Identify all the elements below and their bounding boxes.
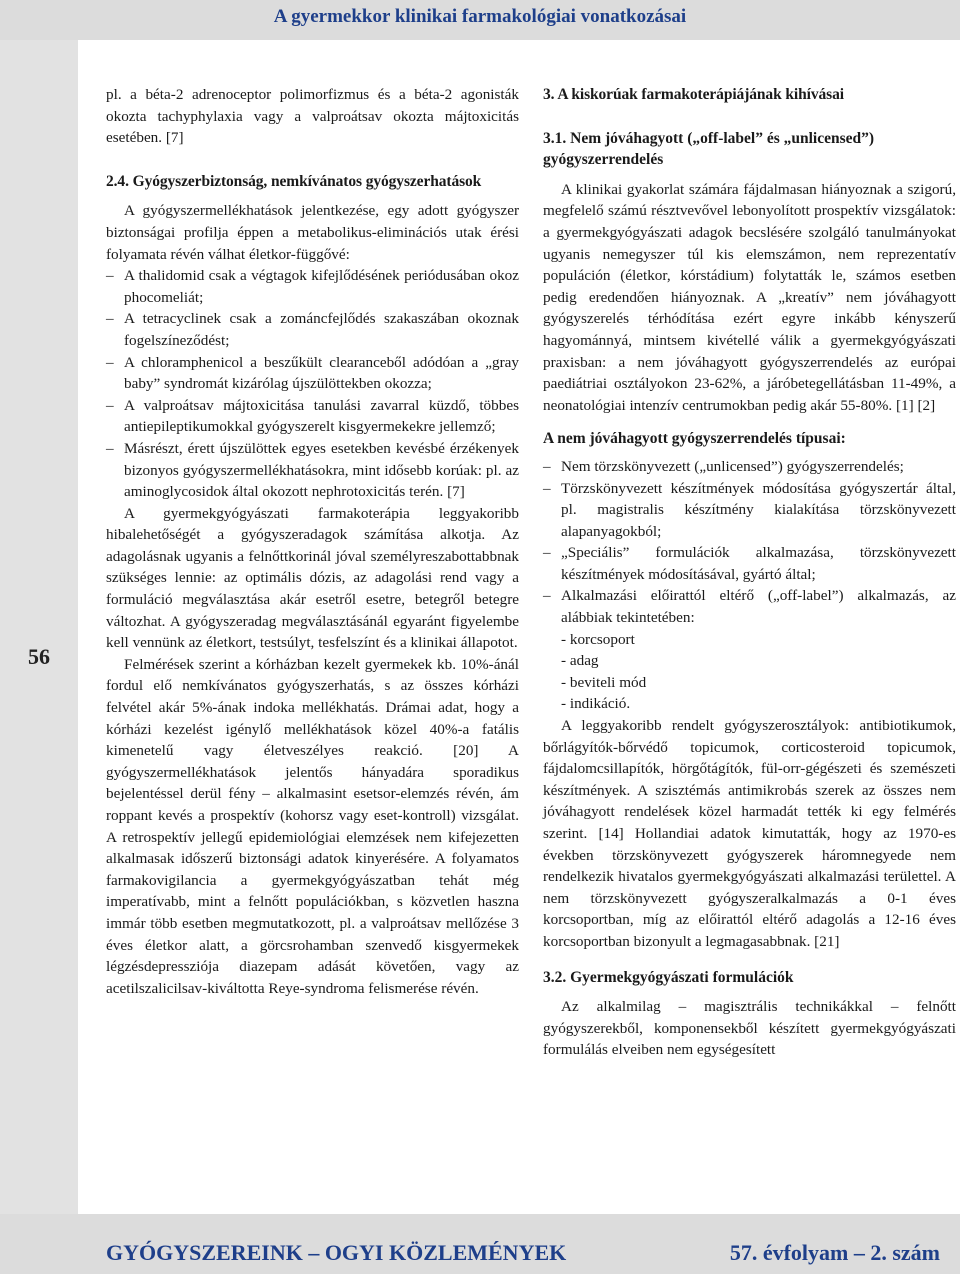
sub-list-item: - beviteli mód — [561, 673, 647, 691]
dash-marker: – — [106, 267, 114, 285]
left-column — [106, 84, 519, 999]
right-column — [543, 84, 956, 1061]
list-item: – Nem törzskönyvezett („unlicensed”) gyógyszerrendelés; — [543, 456, 956, 478]
sub-list-item: - indikáció. — [561, 695, 631, 713]
list-item: – A chloramphenicol a beszűkült clearanceből adódóan a „gray baby” syndromát kizárólag újszülöttekben okozza; — [106, 353, 519, 393]
dash-marker: – — [106, 439, 114, 457]
issue-label: 57. évfolyam – 2. szám — [729, 1240, 940, 1265]
page-number: 56 — [28, 644, 50, 669]
types-heading: A nem jóváhagyott gyógyszerrendelés típusai: — [543, 430, 846, 448]
body-paragraph: A gyermekgyógyászati farmakoterápia leggyakoribb hibalehetőségét a gyógyszeradagok számítása alkotja. Az adagolásnak ugyanis a felnőttkorinál jóval személyreszabottabbnak szükséges lennie: az optimális dózis, az adagolási rend vagy a formuláció megválasztása akár esetről esetre, betegről betegre változhat. A gyógyszeradag megválasztásánál egyaránt figyelembe kell vennünk az életkort, testsúlyt, tesfelszínt és a klinikai állapotot. — [106, 504, 519, 652]
section-heading-3: 3. A kiskorúak farmakoterápiájának kihívásai — [543, 86, 844, 103]
dash-marker: – — [543, 479, 551, 497]
section-heading-2-4: 2.4. Gyógyszerbiztonság, nemkívánatos gyógyszerhatások — [106, 172, 482, 190]
subsection-heading-3-2: 3.2. Gyermekgyógyászati formulációk — [543, 968, 794, 986]
list-item: – Törzskönyvezett készítmények módosítása gyógyszertár által, pl. magistralis készítmény kialakítása törzskönyvezett alapanyagokból; — [543, 479, 956, 540]
body-paragraph: A gyógyszermellékhatások jelentkezése, egy adott gyógyszer biztonságai profilja éppen a metabolikus-eliminációs utak érési folyamata révén válhat életkor-függővé: — [106, 202, 519, 263]
body-paragraph: Az alkalmilag – magisztrális technikákkal – felnőtt gyógyszerekből, komponensekből készített gyermekgyógyászati formulálás elveiben nem egységesített — [543, 998, 956, 1059]
dash-marker: – — [543, 587, 551, 605]
dash-marker: – — [543, 544, 551, 562]
list-item: – Alkalmazási előirattól eltérő („off-label”) alkalmazás, az alábbiak tekintetében: — [543, 587, 956, 627]
dash-marker: – — [106, 353, 114, 371]
dash-marker: – — [106, 310, 114, 328]
list-item: – „Speciális” formulációk alkalmazása, törzskönyvezett készítmények módosításával, gyártó által; — [543, 544, 956, 583]
list-item: – A thalidomid csak a végtagok kifejlődésének periódusában okoz phocomeliát; — [106, 267, 519, 306]
intro-paragraph: pl. a béta-2 adrenoceptor polimorfizmus és a béta-2 agonisták okozta tachyphylaxia vagy a valproátsav okozta májtoxicitás esetében. [7] — [106, 86, 519, 147]
sub-list-item: - korcsoport — [561, 630, 635, 648]
body-paragraph: A leggyakoribb rendelt gyógyszerosztályok: antibiotikumok, bőrlágyítók-bőrvédő topicumok, corticosteroid topicumok, fájdalomcsillapítók, hörgőtágítók, fül-orr-gégészeti és szemészeti készítmények. A szisztémás antimikrobás szerek az összes nem jóváhagyott rendelések közel harmadát tették ki egy felmérés szerint. [14] Hollandiai adatok kimutatták, hogy az 1970-es években törzskönyvezett gyógyszerek háromnegyede nem rendelkezik hivatalos gyermekgyógyászati alkalmazási területtel. A nem törzskönyvezett gyógyszeralkalmazás a 0-1 éves korcsoportban, míg az előirattól eltérő adagolás a 12-16 éves korcsoportban bizonyult a legmagasabbnak. [21] — [543, 717, 956, 950]
list-item: – A valproátsav májtoxicitása tanulási zavarral küzdő, többes antiepileptikumokkal gyógyszerelt kisgyermekekre jellemző; — [106, 396, 519, 436]
body-paragraph: A klinikai gyakorlat számára fájdalmasan hiányoznak a szigorú, megfelelő számú résztvevővel lebonyolított prospektív vizsgálatok: a gyermekgyógyászati adagok becslésére szolgáló tanulmányokat ugyanis nemegyszer túl kis elemszámon, nem reprezentatív populáción (életkor, kórstádium) folytatták le, számos esetben pedig eredendően hiányoznak. A „kreatív” nem jóváhagyott gyógyszerelés térhódítása ezért egyre inkább kényszerű hagyománnyá, mintsem kivétellé válik a gyermekgyógyászati praxisban: a nem jóváhagyott gyógyszerrendelés az európai paediátriai osztályokon 23-62%, a járóbetegellátásban 11-49%, a neonatológiai intenzív centrumokban pedig akár 55-80%. [1] [2] — [543, 180, 956, 414]
dash-marker: – — [106, 396, 114, 414]
dash-marker: – — [543, 457, 551, 475]
list-item: – A tetracyclinek csak a zománcfejlődés szakaszában okoznak fogelszíneződést; — [106, 310, 519, 349]
journal-name: GYÓGYSZEREINK – OGYI KÖZLEMÉNYEK — [106, 1240, 567, 1265]
sub-list-item: - adag — [561, 652, 599, 670]
list-item: – Másrészt, érett újszülöttek egyes esetekben kevésbé érzékenyek bizonyos gyógyszermellékhatásokra, mint idősebb korúak: pl. az aminoglycosidok által okozott nephrotoxicitás terén. [7] — [106, 439, 519, 501]
margin-strip — [0, 40, 78, 1214]
body-paragraph: Felmérések szerint a kórházban kezelt gyermekek kb. 10%-ánál fordul elő nemkívánatos gyógyszerhatás, s az összes kórházi felvétel akár 5%-ának indoka mellékhatás. Drámai adat, hogy a kórházi kezelést igénylő mellékhatások közel 40%-a fatális kimenetelű vagy életveszélyes reakció. [20] A gyógyszermellékhatások jelentős hányadára sporadikus bejelentéssel derül fény – alkalmasint esetsor-elemzés révén, ám roppant kevés a prospektív (kohorsz vagy eset-kontroll) vizsgálat. A retrospektív jellegű epidemiológiai elemzések nem kifejezetten alkalmasak időszerű biztonsági adatok kinyerésére. A folyamatos farmakovigilancia a gyermekgyógyászatban tehát még imperatívabb, mint a felnőtt populációkban, s közvetlen haszna immár több esetben megmutatkozott, pl. a valproátsav mellőzése 3 éves életkor alatt, a görcsrohamban szenvedő kisgyermekek légzésdepressziója diazepam adását követően, vagy az acetilszalicilsav-kiváltotta Reye-syndroma felismerése révén. — [106, 655, 519, 997]
running-header-title: A gyermekkor klinikai farmakológiai vonatkozásai — [273, 6, 687, 27]
subsection-heading-3-1: 3.1. Nem jóváhagyott („off-label” és „unlicensed”) gyógyszerrendelés — [543, 129, 875, 169]
